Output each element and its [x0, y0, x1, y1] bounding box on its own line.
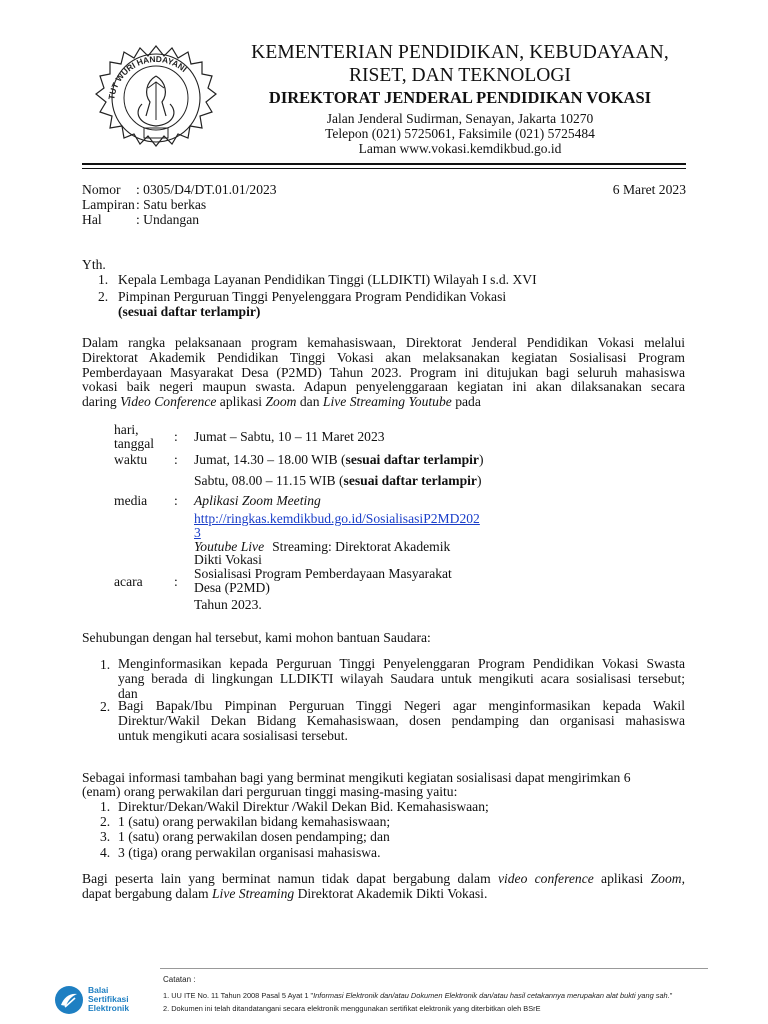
intro-line: vokasi baik negeri maupun swasta. Adapun penyelenggaraan kegiatan ini akan dilaksanakan secara [82, 379, 685, 395]
waktu-note: sesuai daftar terlampir [343, 473, 477, 488]
intro-line: Pemberdayaan Masyarakat Desa (P2MD) Tahun 2023. Program ini ditujukan bagi seluruh mahasiswa [82, 364, 685, 380]
closing-paragraph [82, 872, 685, 902]
request-1-line: yang berada di lingkungan LLDIKTI wilayah Saudara untuk mengikuti acara sosialisasi tersebut; [118, 670, 685, 686]
additional-4-number: 4. [100, 845, 111, 860]
zoom-link-continued[interactable]: 3 [194, 525, 201, 540]
footer-note-1-text: 1. UU ITE No. 11 Tahun 2008 Pasal 5 Ayat 1 " [163, 991, 314, 1000]
bsre-name-3: Elektronik [88, 1003, 130, 1013]
additional-line1: Sebagai informasi tambahan bagi yang berminat mengikuti kegiatan sosialisasi dapat mengirimkan 6 [82, 770, 631, 785]
recipient-1-number: 1. [98, 272, 109, 287]
intro-text: pada [451, 394, 481, 410]
closing-line [82, 872, 685, 887]
closing-italic: video conference [497, 871, 594, 886]
waktu-text: ) [476, 473, 482, 488]
media-youtube-text: Streaming: Direktorat Akademik [272, 539, 451, 554]
hari-value: Jumat – Sabtu, 10 – 11 Maret 2023 [194, 429, 385, 444]
waktu-text: Sabtu, 08.00 – 11.15 WIB ( [194, 473, 344, 488]
lampiran-label: Lampiran [82, 197, 135, 212]
recipient-note: (sesuai daftar terlampir) [118, 304, 261, 319]
footer-divider [160, 968, 708, 969]
waktu-note: sesuai daftar terlampir [345, 452, 479, 467]
intro-line [82, 395, 685, 410]
additional-1-text: Direktur/Dekan/Wakil Direktur /Wakil Dekan Bid. Kemahasiswaan; [118, 799, 489, 814]
request-1-line: Menginformasikan kepada Perguruan Tinggi Penyelenggaran Program Pendidikan Vokasi Swasta [118, 656, 685, 671]
zoom-link[interactable]: http://ringkas.kemdikbud.go.id/SosialisasiP2MD202 [194, 511, 480, 526]
tut-wuri-handayani-logo [94, 42, 240, 160]
intro-text-italic: Video Conference [120, 394, 217, 410]
letterhead-divider-thick [82, 163, 686, 165]
hari-label: hari, [114, 422, 139, 437]
additional-2-text: 1 (satu) orang perwakilan bidang kemahasiswaan; [118, 814, 391, 829]
request-2-line: Bagi Bapak/Ibu Pimpinan Perguruan Tinggi Negeri agar menginformasikan kepada Wakil [118, 698, 685, 713]
lampiran-value: : Satu berkas [136, 197, 207, 212]
recipient-1-text: Kepala Lembaga Layanan Pendidikan Tinggi (LLDIKTI) Wilayah I s.d. XVI [118, 272, 537, 287]
waktu-label: waktu [114, 452, 148, 467]
waktu-friday [194, 452, 483, 467]
recipient-2-text: Pimpinan Perguruan Tinggi Penyelenggara Program Pendidikan Vokasi [118, 289, 507, 304]
letter-date: 6 Maret 2023 [612, 182, 686, 197]
ministry-name-line2: RISET, DAN TEKNOLOGI [349, 65, 571, 86]
hal-label: Hal [82, 212, 102, 227]
media-youtube-italic: Youtube Live [194, 539, 265, 554]
additional-2-number: 2. [100, 814, 111, 829]
logo-motto: TUT WURI HANDAYANI [106, 53, 189, 101]
footer-note-1 [163, 991, 672, 1000]
additional-3-number: 3. [100, 829, 111, 844]
greeting: Yth. [82, 257, 106, 272]
footer-note-1-text: " [669, 991, 673, 1000]
additional-1-number: 1. [100, 799, 111, 814]
request-1-number: 1. [100, 657, 111, 672]
request-item-2 [118, 699, 685, 743]
media-colon: : [174, 493, 178, 508]
recipient-2-number: 2. [98, 289, 109, 304]
directorate-name: DIREKTORAT JENDERAL PENDIDIKAN VOKASI [268, 88, 652, 107]
intro-line: Dalam rangka pelaksanaan program kemahasiswaan, Direktorat Jenderal Pendidikan Vokasi melalui [82, 335, 685, 350]
additional-3-text: 1 (satu) orang perwakilan dosen pendamping; dan [118, 829, 390, 844]
acara-label: acara [114, 574, 143, 589]
closing-italic: Zoom [650, 871, 682, 886]
closing-text: Direktorat Akademik Dikti Vokasi. [294, 885, 488, 901]
office-phone: Telepon (021) 5725061, Faksimile (021) 5725484 [325, 126, 595, 141]
request-item-1 [118, 657, 685, 701]
nomor-label: Nomor [82, 182, 121, 197]
footer-note-2: 2. Dokumen ini telah ditandatangani secara elektronik menggunakan sertifikat elektronik yang diterbitkan oleh BSrE [163, 1004, 541, 1013]
intro-text: dan [296, 394, 323, 410]
intro-line: Direktorat Akademik Pendidikan Tinggi Vokasi akan melaksanakan kegiatan Sosialisasi Program [82, 349, 685, 365]
office-website: Laman www.vokasi.kemdikbud.go.id [358, 141, 562, 156]
media-youtube-channel: Dikti Vokasi [194, 552, 262, 567]
hari-colon: : [174, 429, 178, 444]
waktu-text: Jumat, 14.30 – 18.00 WIB ( [194, 452, 346, 467]
letterhead-divider-thin [82, 168, 686, 169]
hal-value: : Undangan [136, 212, 200, 227]
closing-text: aplikasi [593, 871, 651, 886]
bsre-name-2: Sertifikasi [88, 994, 129, 1004]
waktu-colon: : [174, 452, 178, 467]
closing-text: dapat bergabung dalam [82, 885, 212, 901]
bsre-name-1: Balai [88, 985, 109, 995]
intro-text: daring [82, 394, 121, 410]
nomor-value: : 0305/D4/DT.01.01/2023 [136, 182, 277, 197]
intro-text: aplikasi [216, 394, 266, 410]
office-address: Jalan Jenderal Sudirman, Senayan, Jakarta 10270 [326, 111, 594, 126]
waktu-saturday [194, 473, 481, 488]
media-zoom-text: Aplikasi Zoom Meeting [194, 493, 321, 508]
footer-note-1-quote: Informasi Elektronik dan/atau Dokumen Elektronik dan/atau hasil cetakannya merupakan alat bukti yang sah. [313, 991, 670, 1000]
closing-text: Bagi peserta lain yang berminat namun tidak dapat bergabung dalam [82, 871, 498, 886]
svg-text:TUT WURI HANDAYANI [106, 54, 189, 100]
tanggal-label: tanggal [114, 436, 155, 451]
footer-catatan: Catatan : [163, 975, 196, 984]
closing-italic: Live Streaming [211, 885, 295, 901]
ministry-name-line1: KEMENTERIAN PENDIDIKAN, KEBUDAYAAN, [251, 42, 669, 63]
intro-text-italic: Live Streaming Youtube [322, 394, 452, 410]
acara-line2: Desa (P2MD) [194, 580, 270, 595]
closing-text: , [681, 871, 685, 886]
request-intro: Sehubungan dengan hal tersebut, kami mohon bantuan Saudara: [82, 630, 431, 645]
media-label: media [114, 493, 148, 508]
bsre-logo-icon [54, 985, 84, 1015]
additional-4-text: 3 (tiga) orang perwakilan organisasi mahasiswa. [118, 845, 381, 860]
request-1-line: dan [118, 685, 138, 701]
closing-line [82, 887, 685, 902]
intro-text-italic: Zoom [265, 394, 297, 410]
acara-line3: Tahun 2023. [194, 597, 262, 612]
additional-line2: (enam) orang perwakilan dari perguruan tinggi masing-masing yaitu: [82, 784, 458, 799]
request-2-number: 2. [100, 699, 111, 714]
acara-colon: : [174, 574, 178, 589]
intro-paragraph [82, 336, 685, 410]
acara-line1: Sosialisasi Program Pemberdayaan Masyarakat [194, 566, 452, 581]
request-2-line: untuk mengikuti acara sosialisasi tersebut. [118, 727, 348, 743]
waktu-text: ) [478, 452, 484, 467]
request-2-line: Direktur/Wakil Dekan Bidang Kemahasiswaan, dosen pendamping dan organisasi mahasiswa [118, 712, 685, 728]
media-zoom [194, 493, 321, 508]
